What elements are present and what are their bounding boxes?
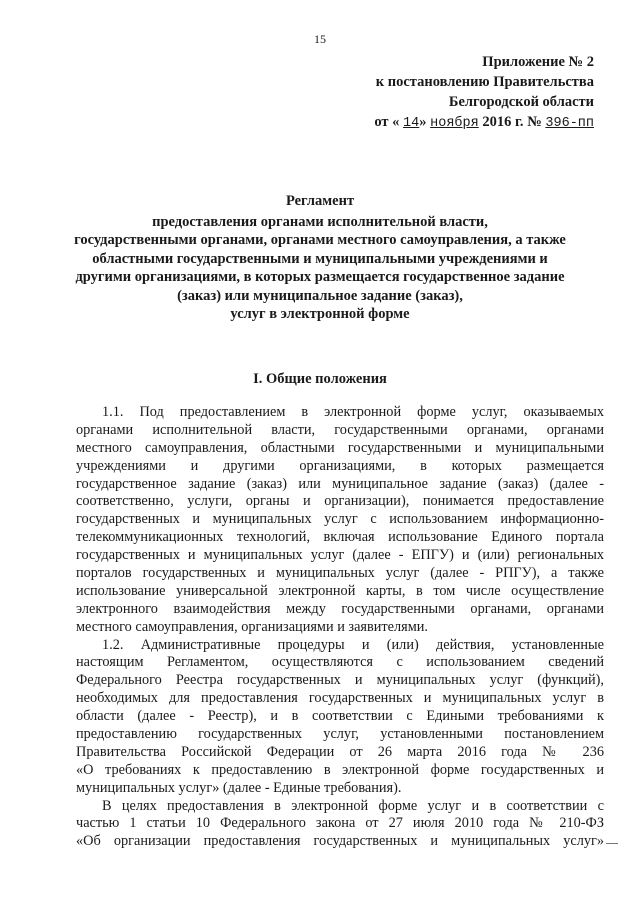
title-line: другими организациями, в которых размещается государственное задание <box>75 269 565 285</box>
paragraph-3-line: В целях предоставления в электронной форме услуг и в соответствии с <box>102 797 604 814</box>
section-heading: I. Общие положения <box>253 371 387 387</box>
title-line: предоставления органами исполнительной власти, <box>152 213 488 230</box>
paragraph-3-line: «Об организации предоставления государственных и муниципальных услуг» <box>76 833 604 850</box>
paragraph-1-line: 1.1. Под предоставлением в электронной форме услуг, оказываемых <box>102 404 604 420</box>
appendix-title: Приложение № 2 <box>482 54 594 70</box>
paragraph-1-line: государственных и муниципальных услуг (далее - ЕПГУ) и (или) региональных <box>76 547 604 564</box>
paragraph-2-line: предоставлению государственных услуг, установленными постановлением <box>76 726 604 743</box>
number-sign: № <box>527 114 542 130</box>
paragraph-2-line: «О требованиях к предоставлению в электронной форме государственных и <box>76 761 604 778</box>
appendix-region-line: Белгородской области <box>448 94 594 110</box>
date-month: ноября <box>430 116 479 131</box>
title-line: государственными органами, органами местного самоуправления, а также <box>74 232 566 248</box>
paragraph-1-line: использование универсальной электронной карты, в том числе осуществление <box>76 582 604 599</box>
paragraph-1-line: соответственно, услуги, органы и организации), понимается предоставление <box>76 493 604 510</box>
date-day: 14 <box>403 116 420 131</box>
document-title <box>0 192 640 324</box>
paragraph-1-line: порталов государственных и муниципальных услуг (далее - РПГУ), а также <box>76 565 604 582</box>
paragraph-2-line: необходимых для предоставления государственных и муниципальных услуг в <box>76 690 604 707</box>
date-year: 2016 г. <box>482 114 524 130</box>
paragraph-1-line: государственных и муниципальных услуг с использованием информационно- <box>76 511 604 528</box>
paragraph-1-line: телекоммуникационных технологий, включая использование Единого портала <box>76 529 604 546</box>
paragraph-1-line: государственное задание (заказ) или муниципальное задание (заказ) (далее - <box>76 475 604 492</box>
paragraph-2-line: области (далее - Реестр), и в соответствии с Едиными требованиями к <box>76 708 604 725</box>
paragraph-2-line: Правительства Российской Федерации от 26 марта 2016 года № 236 <box>76 743 604 760</box>
appendix-decree-line: к постановлению Правительства <box>375 74 594 90</box>
paragraph-1-line: местного самоуправления, областными государственными и муниципальными <box>76 439 604 456</box>
scan-mark <box>606 843 618 844</box>
paragraph-1-line: электронного взаимодействия между государственными органами, органами <box>76 600 604 617</box>
title-heading: Регламент <box>285 193 355 209</box>
decree-number: 396-пп <box>545 116 594 131</box>
title-line: услуг в электронной форме <box>230 306 410 322</box>
paragraph-2-line: 1.2. Административные процедуры и (или) действия, установленные <box>102 636 604 653</box>
body-text <box>76 404 604 851</box>
date-prefix: от « <box>374 114 400 130</box>
appendix-date-line <box>294 112 594 134</box>
appendix-header <box>294 52 594 134</box>
paragraph-1-line: учреждениями и другими организациями, в которых размещается <box>76 457 604 474</box>
date-quote-close: » <box>419 114 427 130</box>
paragraph-2-line: муниципальных услуг» (далее - Единые требования). <box>76 779 402 796</box>
paragraph-1-line: местного самоуправления, организациями и заявителями. <box>76 618 428 635</box>
title-line: (заказ) или муниципальное задание (заказ), <box>177 287 463 304</box>
paragraph-3-line: частью 1 статьи 10 Федерального закона от 27 июля 2010 года № 210-ФЗ <box>76 815 604 832</box>
paragraph-2-line: Федерального Реестра государственных и муниципальных услуг (функций), <box>76 672 604 689</box>
title-line: областными государственными и муниципальными учреждениями и <box>92 250 548 267</box>
page-number: 15 <box>314 32 326 46</box>
paragraph-1-line: органами исполнительной власти, государственными органами, органами <box>76 421 604 438</box>
paragraph-2-line: настоящим Регламентом, осуществляются с использованием сведений <box>76 654 604 671</box>
